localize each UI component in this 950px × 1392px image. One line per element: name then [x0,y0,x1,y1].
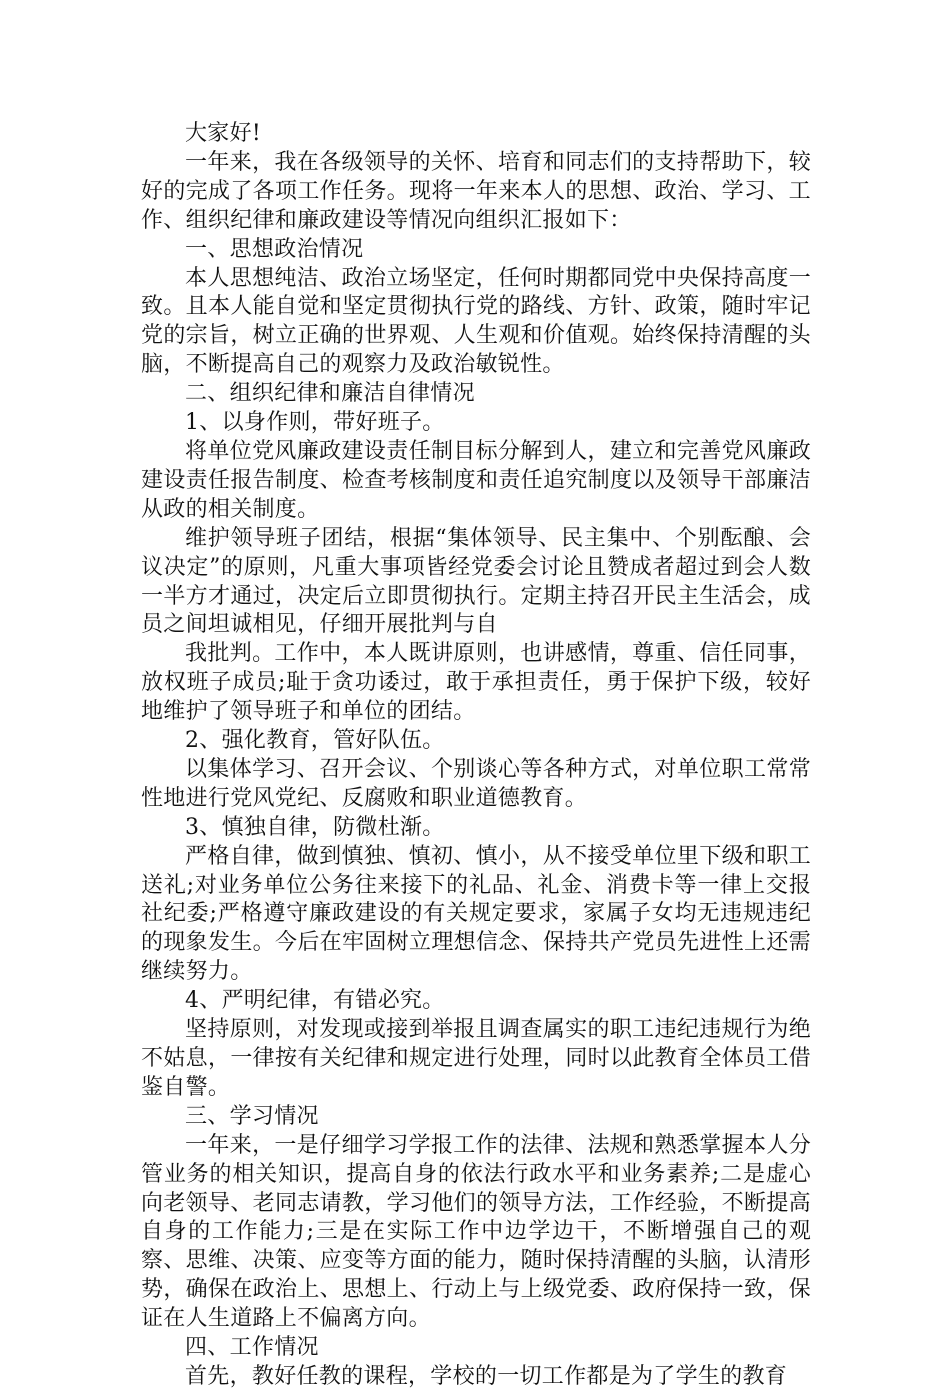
self-criticism-paragraph: 我批判。工作中，本人既讲原则，也讲感情，尊重、信任同事，放权班子成员;耻于贪功诿过，敢于承担责任，勇于保护下级，较好地维护了领导班子和单位的团结。 [141,641,811,725]
document-body [141,120,811,1392]
ideology-paragraph: 本人思想纯洁、政治立场坚定，任何时期都同党中央保持高度一致。且本人能自觉和坚定贯彻执行党的路线、方针、政策，随时牢记党的宗旨，树立正确的世界观、人生观和价值观。始终保持清醒的头脑，不断提高自己的观察力及政治敏锐性。 [141,265,811,378]
subheading-self-discipline: 3、慎独自律，防微杜渐。 [185,814,445,840]
subheading-education: 2、强化教育，管好队伍。 [185,728,445,754]
education-paragraph: 以集体学习、召开会议、个别谈心等各种方式，对单位职工常常性地进行党风党纪、反腐败和职业道德教育。 [141,756,811,811]
study-paragraph: 一年来，一是仔细学习学报工作的法律、法规和熟悉掌握本人分管业务的相关知识，提高自身的依法行政水平和业务素养;二是虚心向老领导、老同志请教，学习他们的领导方法，工作经验，不断提高自身的工作能力;三是在实际工作中边学边干，不断增强自己的观察、思维、决策、应变等方面的能力，随时保持清醒的头脑，认清形势，确保在政治上、思想上、行动上与上级党委、政府保持一致，保证在人生道路上不偏离方向。 [141,1132,811,1332]
intro-paragraph: 一年来，我在各级领导的关怀、培育和同志们的支持帮助下，较好的完成了各项工作任务。现将一年来本人的思想、政治、学习、工作、组织纪律和廉政建设等情况向组织汇报如下： [141,149,811,233]
strict-discipline-paragraph: 坚持原则，对发现或接到举报且调查属实的职工违纪违规行为绝不姑息，一律按有关纪律和规定进行处理，同时以此教育全体员工借鉴自警。 [141,1017,811,1100]
greeting-paragraph: 大家好! [185,121,262,146]
work-paragraph: 首先，教好任教的课程，学校的一切工作都是为了学生的教育 [185,1363,788,1389]
section-heading-discipline: 二、组织纪律和廉洁自律情况 [185,381,475,407]
section-heading-work: 四、工作情况 [185,1335,319,1361]
section-heading-study: 三、学习情况 [185,1103,319,1129]
subheading-lead-by-example: 1、以身作则，带好班子。 [185,410,445,436]
self-discipline-paragraph: 严格自律，做到慎独、慎初、慎小，从不接受单位里下级和职工送礼;对业务单位公务往来接下的礼品、礼金、消费卡等一律上交报社纪委;严格遵守廉政建设的有关规定要求，家属子女均无违规违纪的现象发生。今后在牢固树立理想信念、保持共产党员先进性上还需继续努力。 [141,843,811,985]
responsibility-paragraph: 将单位党风廉政建设责任制目标分解到人，建立和完善党风廉政建设责任报告制度、检查考核制度和责任追究制度以及领导干部廉洁从政的相关制度。 [141,438,811,522]
section-heading-ideology: 一、思想政治情况 [185,236,364,262]
team-unity-paragraph: 维护领导班子团结，根据“集体领导、民主集中、个别酝酿、会议决定”的原则，凡重大事项皆经党委会讨论且赞成者超过到会人数一半方才通过，决定后立即贯彻执行。定期主持召开民主生活会，成员之间坦诚相见，仔细开展批判与自 [141,525,811,638]
subheading-strict-discipline: 4、严明纪律，有错必究。 [185,988,445,1014]
